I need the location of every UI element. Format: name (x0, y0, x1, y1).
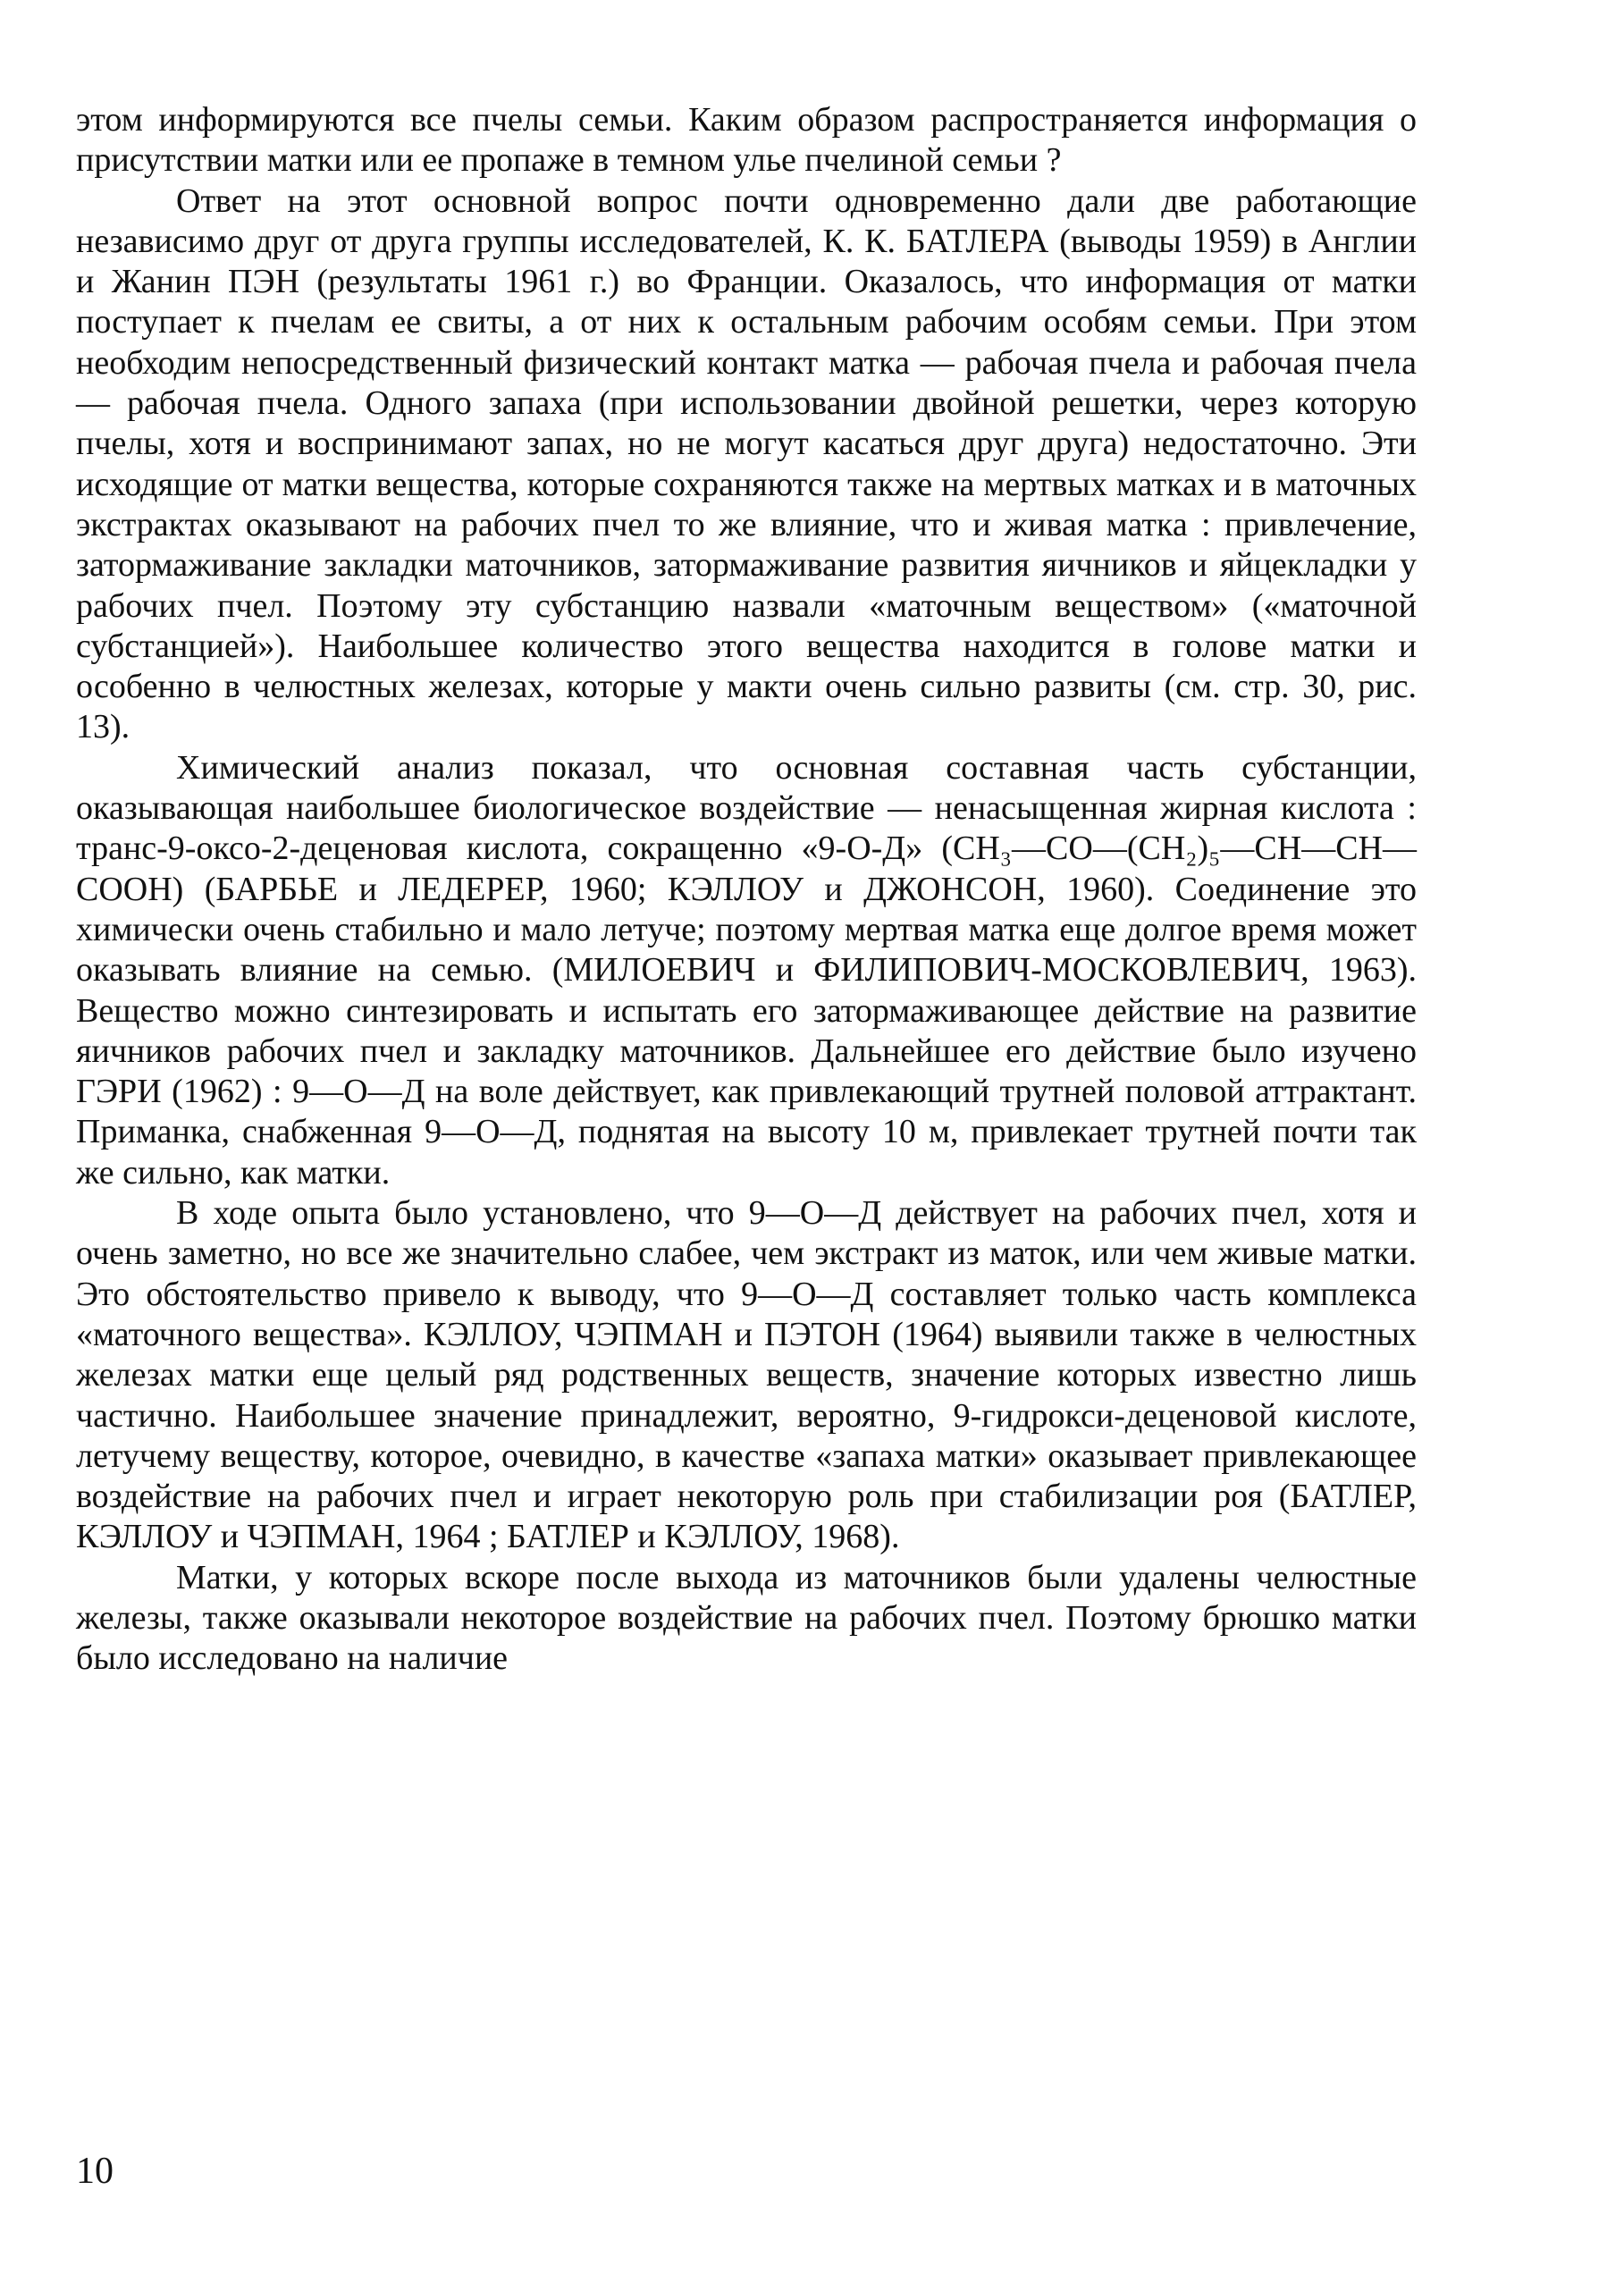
body-text (76, 100, 1417, 1680)
paragraph-experiment: В ходе опыта было установлено, что 9—О—Д действует на рабочих пчел, хотя и очень заметно, но все же значительно слабее, чем экстракт из маток, или чем живые матки. Это обстоятельство привело к выводу, что 9—О—Д составляет только часть комплекса «маточного вещества». КЭЛЛОУ, ЧЭПМАН и ПЭТОН (1964) выявили также в челюстных железах матки еще целый ряд родственных веществ, значение которых известно лишь частично. Наибольшее значение принадлежит, вероятно, 9-гидрокси-деценовой кислоте, летучему веществу, которое, очевидно, в качестве «запаха матки» оказывает привлекающее воздействие на рабочих пчел и играет некоторую роль при стабилизации роя (БАТЛЕР, КЭЛЛОУ и ЧЭПМАН, 1964 ; БАТЛЕР и КЭЛЛОУ, 1968). (76, 1194, 1417, 1556)
paragraph-butler-pain: Ответ на этот основной вопрос почти одновременно дали две работающие независимо друг от друга группы исследователей, К. К. БАТЛЕРА (выводы 1959) в Англии и Жанин ПЭН (результаты 1961 г.) во Франции. Оказалось, что информация от матки поступает к пчелам ее свиты, а от них к остальным рабочим особям семьи. При этом необходим непосредственный физический контакт матка — рабочая пчела и рабочая пчела — рабочая пчела. Одного запаха (при использовании двойной решетки, через которую пчелы, хотя и воспринимают запах, но не могут касаться друг друга) недостаточно. Эти исходящие от матки вещества, которые сохраняются также на мертвых матках и в маточных экстрактах оказывают на рабочих пчел то же влияние, что и живая матка : привлечение, затормаживание закладки маточников, затормаживание развития яичников и яйцекладки у рабочих пчел. Поэтому эту субстанцию назвали «маточным веществом» («маточной субстанцией»). Наибольшее количество этого вещества находится в голове матки и особенно в челюстных железах, которые у макти очень сильно развиты (см. стр. 30, рис. 13). (76, 181, 1417, 746)
paragraph-glands-removed: Матки, у которых вскоре после выхода из маточников были удалены челюстные железы, также оказывали некоторое воздействие на рабочих пчел. Поэтому брюшко матки было исследовано на наличие (76, 1558, 1417, 1678)
paragraph-chemical-analysis: Химический анализ показал, что основная составная часть субстанции, оказывающая наибольшее биологическое воздействие — ненасыщенная жирная кислота : транс-9-оксо-2-деценовая кислота, сокращенно «9-О-Д» (CH₃—CO—(CH₂)₅—CH—CH—COOH) (БАРБЬЕ и ЛЕДЕРЕР, 1960; КЭЛЛОУ и ДЖОНСОН, 1960). Соединение это химически очень стабильно и мало летуче; поэтому мертвая матка еще долгое время может оказывать влияние на семью. (МИЛОЕВИЧ и ФИЛИПОВИЧ-МОСКОВЛЕВИЧ, 1963). Вещество можно синтезировать и испытать его затормаживающее действие на развитие яичников рабочих пчел и закладку маточников. Дальнейшее его действие было изучено ГЭРИ (1962) : 9—О—Д на воле действует, как привлекающий трутней половой аттрактант. Приманка, снабженная 9—О—Д, поднятая на высоту 10 м, привлекает трутней почти так же сильно, как матки. (76, 748, 1417, 1192)
page-number: 10 (76, 2151, 114, 2192)
paragraph-continued: этом информируются все пчелы семьи. Каким образом распространяется информация о присутствии матки или ее пропаже в темном улье пчелиной семьи ? (76, 101, 1417, 180)
